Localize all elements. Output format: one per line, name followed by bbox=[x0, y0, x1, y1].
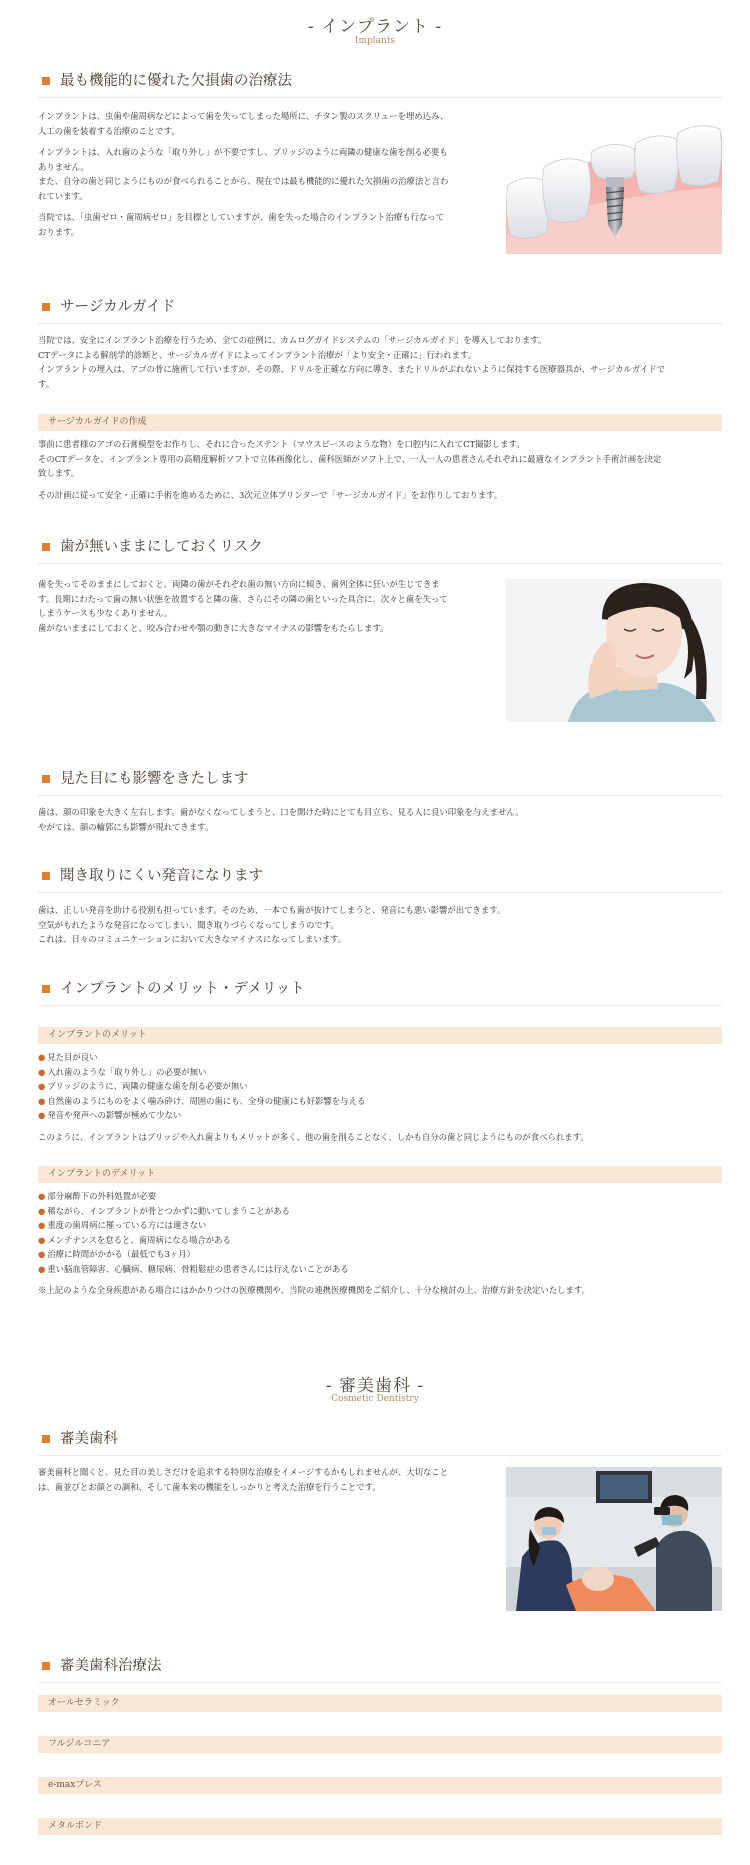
demerits-note: ※上記のような全身疾患がある場合にはかかりつけの医療機関や、当院の連携医療機関をご紹介し、十分な検討の上、治療方針を決定いたします。 bbox=[38, 1285, 590, 1295]
list-item: ● 重度の歯周病に罹っている方には適さない bbox=[38, 1220, 207, 1230]
implant-page-title: - インプラント - bbox=[307, 17, 443, 37]
merits-list bbox=[38, 1050, 365, 1123]
list-item: ● 見た目が良い bbox=[38, 1052, 98, 1062]
section-heading-surgical-guide: サージカルガイド bbox=[38, 295, 722, 319]
heading-square-icon bbox=[42, 872, 50, 880]
treatment-item-metal-bond: メタルボンド bbox=[38, 1818, 722, 1835]
divider bbox=[38, 795, 722, 796]
divider bbox=[38, 323, 722, 324]
list-item: ● 入れ歯のような「取り外し」の必要が無い bbox=[38, 1066, 207, 1077]
heading-square-icon bbox=[42, 77, 50, 85]
heading-square-icon bbox=[42, 985, 50, 993]
section-text-guide-creation: 事前に患者様のアゴの石膏模型をお作りし、それに合ったステント（マウスピースのような物）を口腔内に入れてCT撮影します。 そのCTデータを、インプラント専用の高精度解析ソフトで立体画像化し、歯科医師がソフト上で、一人一人の患者さんそれぞれに最適なインプラント手術計画を決定 致します。 その計画に従って安全・正確に手術を進めるために、3次元立体プリンターで「サージカルガイド」をお作りしております。 bbox=[38, 439, 662, 500]
divider bbox=[38, 97, 722, 98]
section-heading-best-treatment: 最も機能的に優れた欠損歯の治療法 bbox=[38, 69, 722, 93]
divider bbox=[38, 563, 722, 564]
section-text-cosmetic: 審美歯科と聞くと、見た目の美しさだけを追求する特別な治療をイメージするかもしれませんが、大切なこと は、歯並びとお顔との調和、そして歯本来の機能をしっかりと考えた治療を行うことです。 bbox=[38, 1467, 449, 1492]
section-text-risk: 歯を失ってそのままにしておくと、両隣の歯がそれぞれ歯の無い方向に傾き、歯列全体に狂いが生じてきま す。長期にわたって歯の無い状態を放置すると隣の歯、さらにその隣の歯といった具合に、次々と歯を失って しまうケースも少なくありません。 歯がないままにしておくと、咬み合わせや顎の動きに大きなマイナスの影響をもたらします。 bbox=[38, 579, 448, 633]
heading-square-icon bbox=[42, 1435, 50, 1443]
section-heading-risk: 歯が無いままにしておくリスク bbox=[38, 535, 722, 559]
section-heading-merits-demerits: インプラントのメリット・デメリット bbox=[38, 977, 722, 1001]
section-text-best-treatment: インプラントは、虫歯や歯周病などによって歯を失ってしまった場所に、チタン製のスクリューを埋め込み、 人工の歯を装着する治療のことです。 インプラントは、入れ歯のような「取り外し」が不要ですし、ブリッジのように両隣の健康な歯を削る必要も ありません。 また、自分の歯と同じようにものが食べられることから、現在では最も機能的に優れた欠損歯の治療法と言わ れています。 当院では、「虫歯ゼロ・歯周病ゼロ」を目標としていますが、歯を失った場合のインプラント治療も行なって おります。 bbox=[38, 111, 449, 237]
divider bbox=[38, 892, 722, 893]
divider bbox=[38, 1682, 722, 1683]
section-heading-cosmetic: 審美歯科 bbox=[38, 1427, 722, 1451]
subheading-band-merits: インプラントのメリット bbox=[38, 1027, 722, 1044]
section-heading-cosmetic-methods: 審美歯科治療法 bbox=[38, 1654, 722, 1678]
section-heading-pronunciation: 聞き取りにくい発音になります bbox=[38, 864, 722, 888]
list-item: ● 自然歯のようにものをよく噛み砕け、周囲の歯にも、全身の健康にも好影響を与える bbox=[38, 1095, 366, 1106]
implant-page-subtitle: Implants bbox=[354, 36, 396, 46]
list-item: ● 治療に時間がかかる（最低でも3ヶ月） bbox=[38, 1249, 196, 1259]
heading-square-icon bbox=[42, 1662, 50, 1670]
divider bbox=[38, 1455, 722, 1456]
treatment-item-all-ceramic: オールセラミック bbox=[38, 1695, 722, 1712]
subheading-band-guide-creation: サージカルガイドの作成 bbox=[38, 414, 722, 431]
implant-teeth-image bbox=[506, 105, 722, 254]
dental-treatment-image bbox=[506, 1467, 722, 1611]
cosmetic-page-title: - 審美歯科 - bbox=[325, 1376, 425, 1396]
list-item: ● 稀ながら、インプラントが骨とつかずに動いてしまうことがある bbox=[38, 1205, 291, 1216]
list-item: ● 重い脳血管障害、心臓病、糖尿病、骨粗鬆症の患者さんには行えないことがある bbox=[38, 1263, 349, 1274]
cosmetic-page-subtitle: Cosmetic Dentistry bbox=[331, 1394, 419, 1404]
section-heading-appearance: 見た目にも影響をきたします bbox=[38, 767, 722, 791]
heading-square-icon bbox=[42, 543, 50, 551]
heading-square-icon bbox=[42, 303, 50, 311]
section-text-appearance: 歯は、顔の印象を大きく左右します。歯がなくなってしまうと、口を開けた時にとても目立ち、見る人に良い印象を与えません。 やがては、顔の輪郭にも影響が現れてきます。 bbox=[38, 807, 524, 832]
demerits-list bbox=[38, 1189, 349, 1276]
list-item: ● ブリッジのように、両隣の健康な歯を削る必要が無い bbox=[38, 1081, 248, 1091]
treatment-item-full-zirconia: フルジルコニア bbox=[38, 1736, 722, 1753]
merits-note: このように、インプラントはブリッジや入れ歯よりもメリットが多く、他の歯を削ることなく、しかも自分の歯と同じようにものが食べられます。 bbox=[38, 1132, 589, 1142]
section-text-surgical-guide: 当院では、安全にインプラント治療を行うため、全ての症例に、カムログガイドシステムの「サージカルガイド」を導入しております。 CTデータによる解剖学的診断と、サージカルガイドによってインプラント治療が「より安全・正確に」行われます。 インプラントの埋入は、アゴの骨に施術して行いますが、その際、ドリルを正確な方向に導き、またドリルがぶれないように保持する医療器具が、サージカルガイドで す。 bbox=[38, 335, 665, 389]
treatment-item-emax-press: e-maxプレス bbox=[38, 1777, 722, 1794]
list-item: ● メンテナンスを怠ると、歯周病になる場合がある bbox=[38, 1234, 231, 1245]
list-item: ● 発音や発声への影響が極めて少ない bbox=[38, 1110, 182, 1120]
subheading-band-demerits: インプラントのデメリット bbox=[38, 1166, 722, 1183]
divider bbox=[38, 1005, 722, 1006]
heading-square-icon bbox=[42, 775, 50, 783]
section-text-pronunciation: 歯は、正しい発音を助ける役割も担っています。そのため、一本でも歯が抜けてしまうと、発音にも悪い影響が出てきます。 空気がもれたような発音になってしまい、聞き取りづらくなってしまうのです。 これは、日々のコミュニケーションにおいて大きなマイナスになってしまいます。 bbox=[38, 905, 506, 944]
woman-holding-cheek-image bbox=[506, 579, 722, 722]
list-item: ● 部分麻酔下の外科処置が必要 bbox=[38, 1191, 157, 1201]
